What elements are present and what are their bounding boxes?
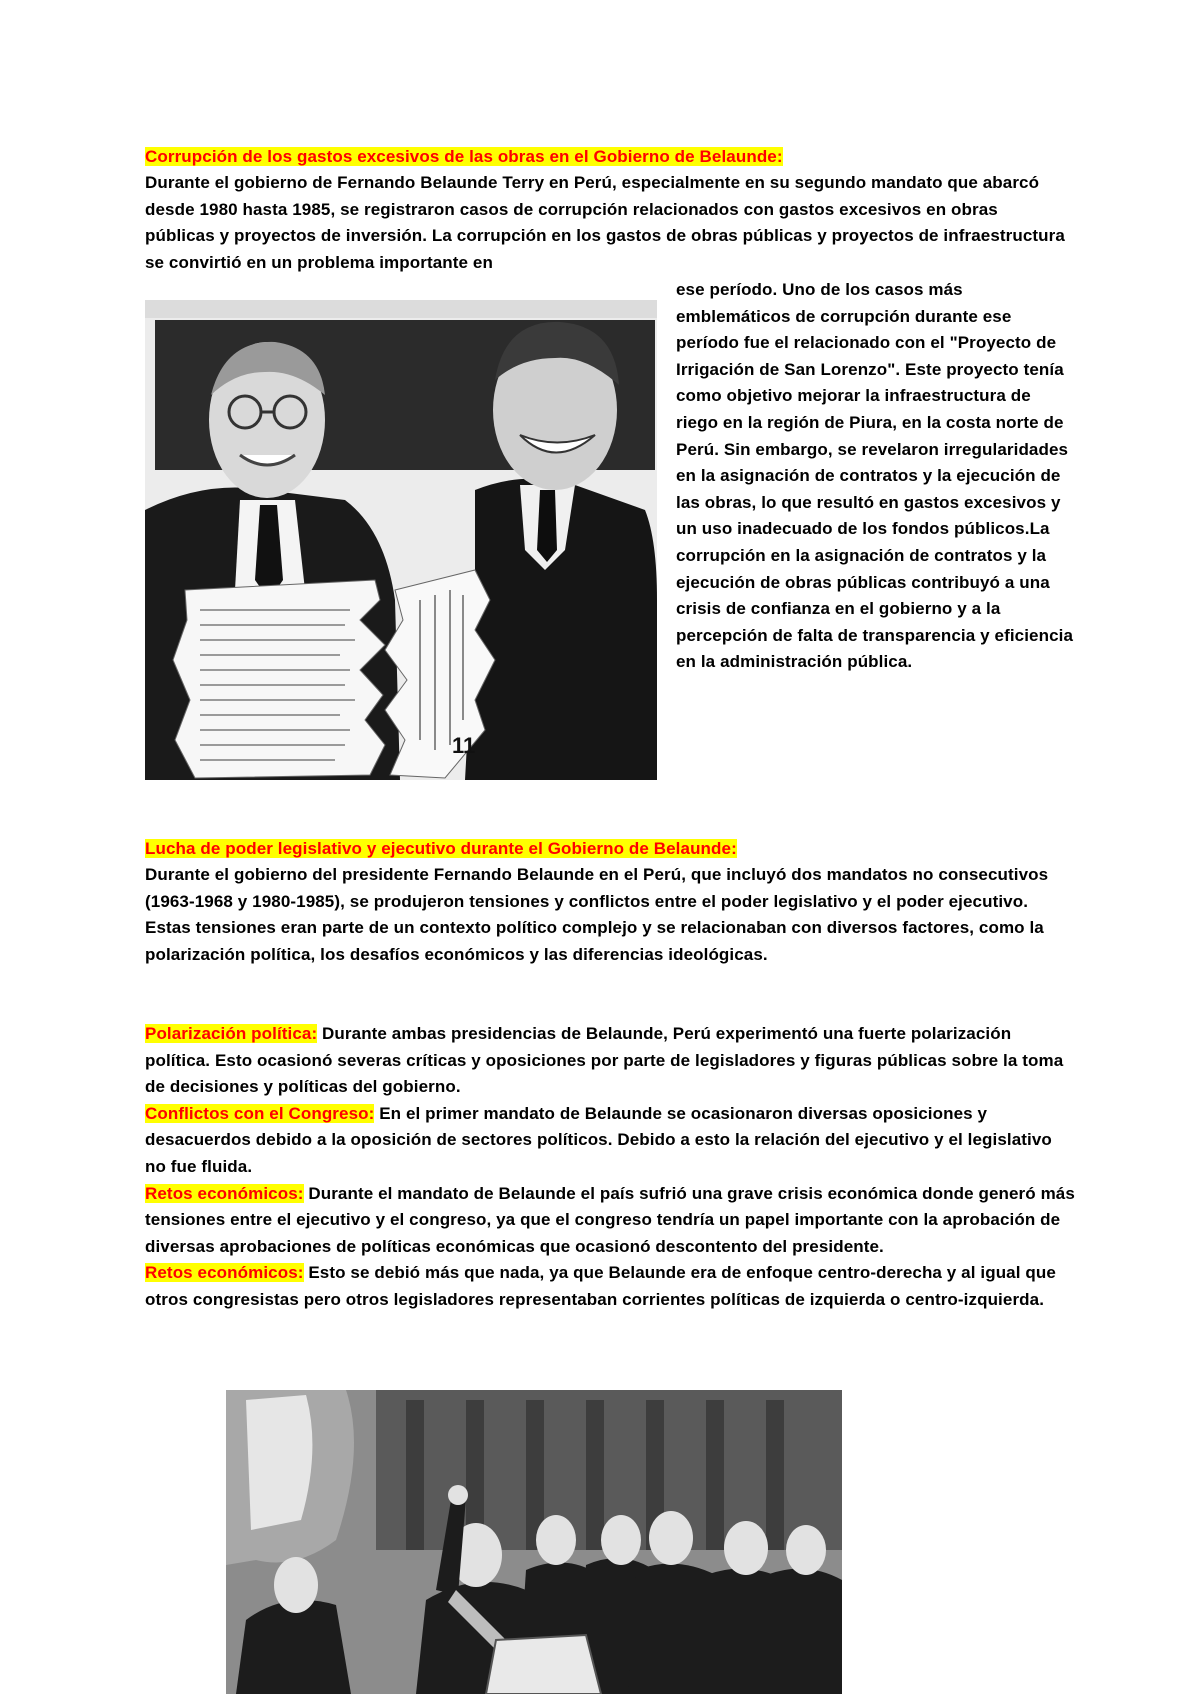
factor-label: Conflictos con el Congreso: (145, 1103, 375, 1123)
factor-text: Esto se debió más que nada, ya que Belaunde era de enfoque centro-derecha y al igual que otros congresistas pero otros legisladores representaban corrientes políticas de izquierda o centro-izquierda. (145, 1263, 1056, 1309)
section-1-heading (145, 144, 1065, 171)
factor-paragraph (145, 1021, 1075, 1101)
section-2-heading-text: Lucha de poder legislativo y ejecutivo durante el Gobierno de Belaunde: (145, 839, 737, 858)
photo-1-caption-number: 11 (452, 733, 476, 758)
belaunde-kuczynski-photo (145, 300, 657, 780)
congress-ceremony-photo (226, 1390, 842, 1694)
factor-text: Durante el mandato de Belaunde el país sufrió una grave crisis económica donde generó más tensiones entre el ejecutivo y el congreso, ya que el congreso tendría un papel importante con la aprobación de diversas aprobaciones de políticas económicas que ocasionó descontento del presidente. (145, 1183, 1075, 1256)
factor-paragraph (145, 1101, 1075, 1181)
section-2-intro: Durante el gobierno del presidente Fernando Belaunde en el Perú, que incluyó dos mandatos no consecutivos (1963-1968 y 1980-1985), se produjeron tensiones y conflictos entre el poder legislativo y el poder ejecutivo. Estas tensiones eran parte de un contexto político complejo y se relacionaban con diversos factores, como la polarización política, los desafíos económicos y las diferencias ideológicas. (145, 865, 1049, 964)
factor-text: En el primer mandato de Belaunde se ocasionaron diversas oposiciones y desacuerdos debido a la oposición de sectores políticos. Debido a esto la relación del ejecutivo y el legislativo no fue fluida. (145, 1103, 1052, 1176)
section-2-heading (145, 836, 1065, 863)
factor-label: Polarización política: (145, 1024, 318, 1043)
section-1-wrapped-text: ese período. Uno de los casos más emblemáticos de corrupción durante ese período fue el relacionado con el "Proyecto de Irrigación de San Lorenzo". Este proyecto tenía como objetivo mejorar la infraestructura de riego en la región de Piura, en la costa norte de Perú. Sin embargo, se revelaron irregularidades en la asignación de contratos y la ejecución de las obras, lo que resultó en gastos excesivos y un uso inadecuado de los fondos públicos.La corrupción en la asignación de contratos y la ejecución de obras públicas contribuyó a una crisis de confianza en el gobierno y a la percepción de falta de transparencia y eficiencia en la administración pública. (676, 280, 1074, 672)
factor-text: Durante ambas presidencias de Belaunde, Perú experimentó una fuerte polarización política. Esto ocasionó severas críticas y oposiciones por parte de legisladores y figuras públicas sobre la toma de decisiones y políticas del gobierno. (145, 1024, 1064, 1097)
photo-1-illustration (145, 300, 657, 780)
factor-paragraph (145, 1260, 1075, 1313)
factor-label: Retos económicos: (145, 1183, 304, 1203)
section-1-intro: Durante el gobierno de Fernando Belaunde Terry en Perú, especialmente en su segundo mandato que abarcó desde 1980 hasta 1985, se registraron casos de corrupción relacionados con gastos excesivos en obras públicas y proyectos de inversión. La corrupción en los gastos de obras públicas y proyectos de infraestructura se convirtió en un problema importante en (145, 173, 1065, 272)
factors-list (145, 1021, 1075, 1314)
factor-paragraph (145, 1181, 1075, 1261)
factor-label: Retos económicos: (145, 1263, 304, 1283)
section-1-heading-text: Corrupción de los gastos excesivos de las obras en el Gobierno de Belaunde: (145, 147, 783, 166)
photo-2-illustration (226, 1390, 842, 1694)
